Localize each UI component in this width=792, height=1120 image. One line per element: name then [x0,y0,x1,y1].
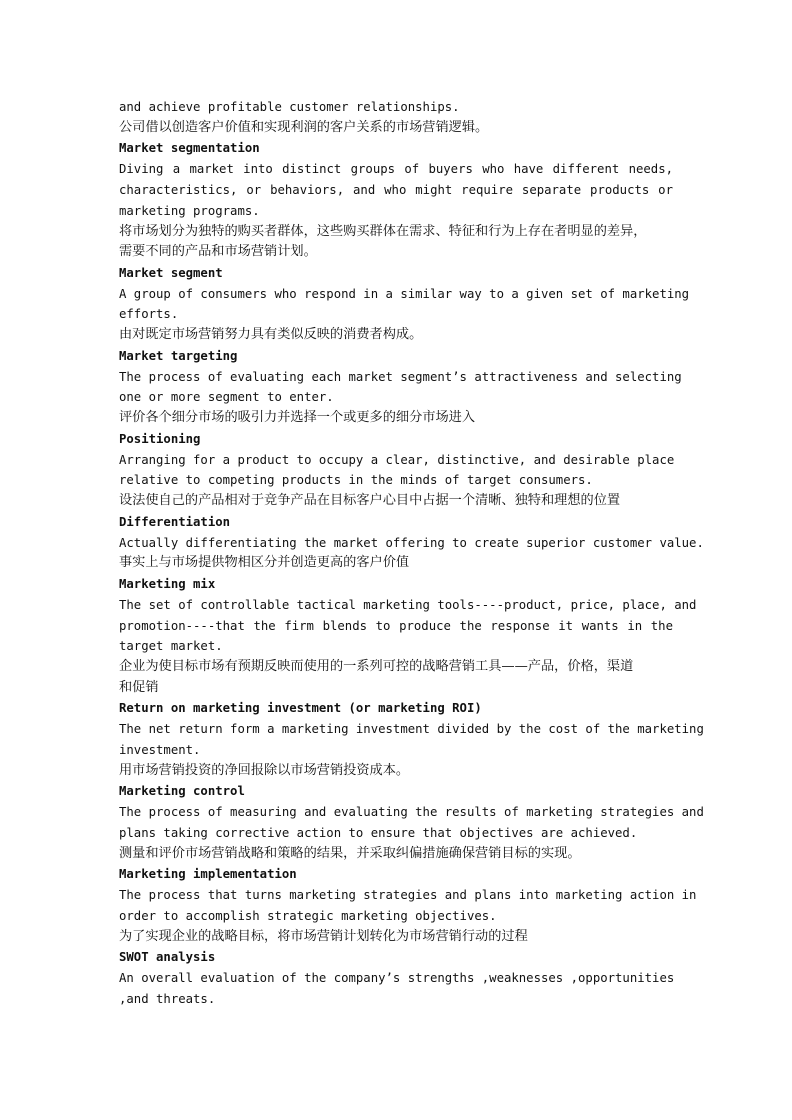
definition-english-line: Actually differentiating the market offering to create superior customer value. [119,535,704,550]
definition-chinese-line: 和促销 [119,679,159,695]
intro-chinese-line: 公司借以创造客户价值和实现利润的客户关系的市场营销逻辑。 [119,119,489,135]
definition-english-line: characteristics, or behaviors, and who might require separate products or [119,182,673,197]
definition-english-line: Arranging for a product to occupy a clear, distinctive, and desirable place [119,452,675,467]
definition-chinese-line: 用市场营销投资的净回报除以市场营销投资成本。 [119,762,410,778]
intro-english-line: and achieve profitable customer relationships. [119,100,460,114]
definition-english-line: The process of measuring and evaluating the results of marketing strategies and [119,805,704,820]
definition-english-line: An overall evaluation of the company’s strengths ,weaknesses ,opportunities [119,971,675,986]
definition-chinese-line: 需要不同的产品和市场营销计划。 [119,244,317,260]
definition-chinese-line: 将市场划分为独特的购买者群体，这些购买群体在需求、特征和行为上存在者明显的差异， [119,223,647,239]
definition-english-line: investment. [119,742,201,757]
definition-chinese-line: 设法使自己的产品相对于竞争产品在目标客户心目中占据一个清晰、独特和理想的位置 [119,493,621,509]
glossary-term: Marketing mix [119,576,216,591]
glossary-term: Market targeting [119,348,238,363]
definition-english-line: Diving a market into distinct groups of buyers who have different needs, [119,162,673,177]
definition-english-line: A group of consumers who respond in a similar way to a given set of marketing [119,286,690,301]
definition-english-line: The process of evaluating each market segment’s attractiveness and selecting [119,369,682,384]
definition-english-line: target market. [119,639,223,654]
definition-english-line: efforts. [119,307,179,322]
definition-english-line: marketing programs. [119,203,260,218]
glossary-term: Positioning [119,431,201,446]
definition-chinese-line: 事实上与市场提供物相区分并创造更高的客户价值 [119,555,410,571]
definition-english-line: one or more segment to enter. [119,390,334,405]
glossary-term: SWOT analysis [119,950,216,965]
definition-english-line: order to accomplish strategic marketing objectives. [119,908,497,923]
definition-english-line: plans taking corrective action to ensure that objectives are achieved. [119,825,638,840]
glossary-term: Marketing control [119,784,245,799]
definition-english-line: The process that turns marketing strategies and plans into marketing action in [119,888,697,903]
glossary-term: Market segment [119,265,223,280]
definition-english-line: The set of controllable tactical marketing tools----product, price, place, and [119,597,697,612]
definition-english-line: relative to competing products in the minds of target consumers. [119,473,593,488]
definition-chinese-line: 评价各个细分市场的吸引力并选择一个或更多的细分市场进入 [119,410,476,426]
glossary-term: Return on marketing investment (or marketing ROI) [119,701,482,716]
definition-chinese-line: 为了实现企业的战略目标，将市场营销计划转化为市场营销行动的过程 [119,928,528,944]
definition-chinese-line: 测量和评价市场营销战略和策略的结果，并采取纠偏措施确保营销目标的实现。 [119,845,581,861]
glossary-term: Market segmentation [119,141,260,156]
glossary-term: Marketing implementation [119,867,297,882]
document-page [119,97,704,1010]
definition-english-line: ,and threats. [119,991,216,1006]
definition-chinese-line: 企业为使目标市场有预期反映而使用的一系列可控的战略营销工具——产品，价格，渠道 [119,659,634,675]
definition-english-line: promotion----that the firm blends to produce the response it wants in the [119,618,673,633]
glossary-term: Differentiation [119,514,231,529]
definition-chinese-line: 由对既定市场营销努力具有类似反映的消费者构成。 [119,327,423,343]
definition-english-line: The net return form a marketing investment divided by the cost of the marketing [119,722,704,737]
